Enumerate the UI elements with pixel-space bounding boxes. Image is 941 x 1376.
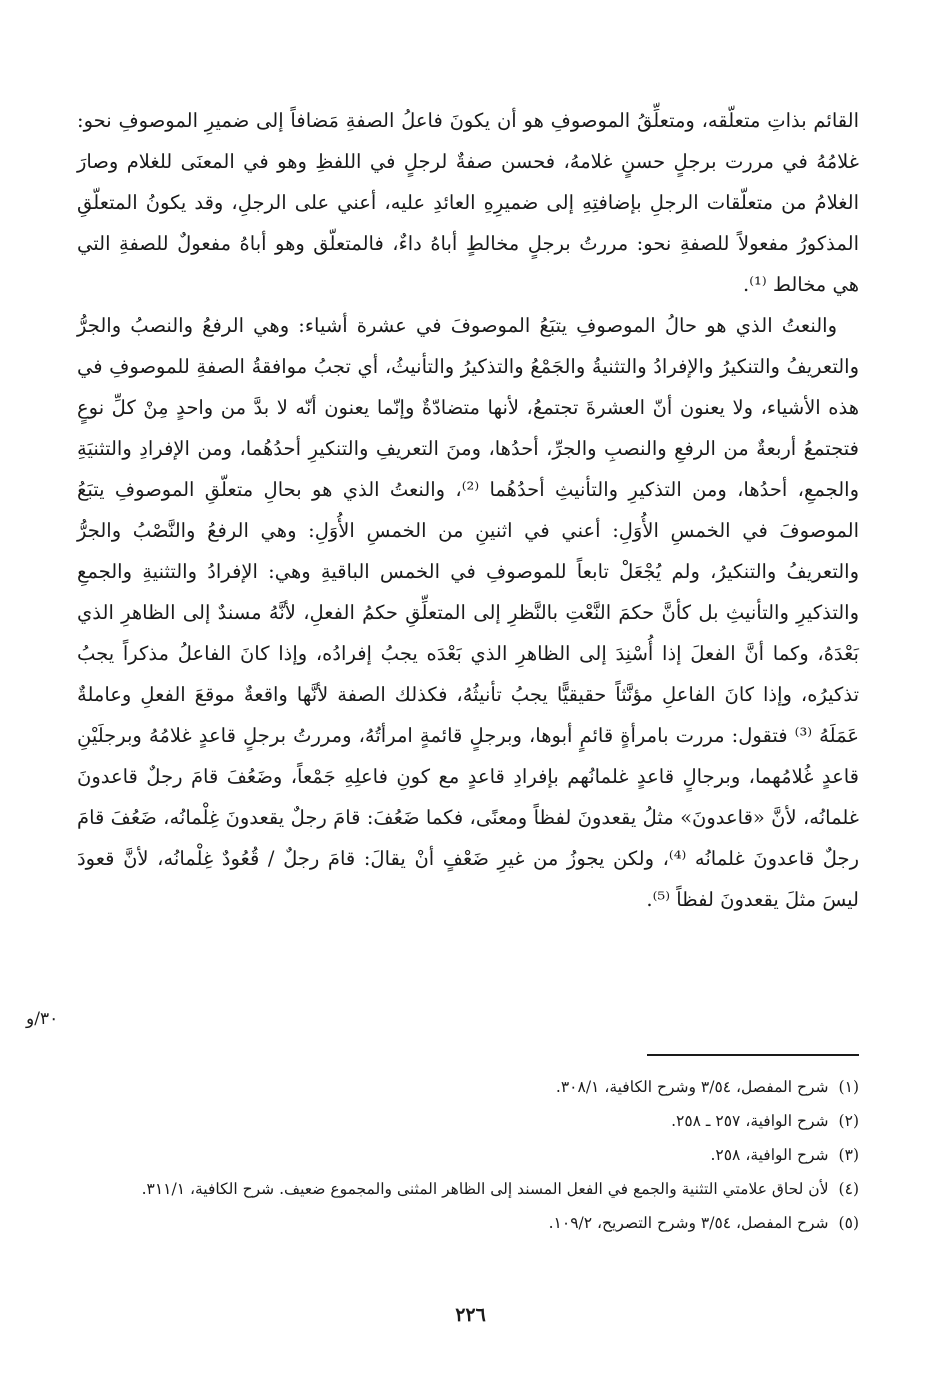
footnote-1 (77, 1070, 859, 1104)
footnote-number: (١) (838, 1078, 859, 1096)
footnote-text: شرح الوافية، ٢٥٨. (710, 1146, 829, 1164)
main-text-block (77, 100, 859, 920)
paragraph-1: القائم بذاتِ متعلّقه، ومتعلِّقُ الموصوفِ هو أن يكونَ فاعلُ الصفةِ مَضافاً إلى ضميرِ الموصوفِ نحو: غلامُهُ في مررت برجلٍ حسنٍ غلامهُ، فحسن صفةٌ لرجلٍ في اللفظِ وهو في المعنَى للغلام وصارَ الغلامُ من متعلّقات الرجلِ بإضافتِهِ إلى ضميرِهِ العائدِ عليه، أعني على الرجلِ، وقد يكونُ المتعلّقِ المذكورُ مفعولاً للصفةِ نحو: مررتُ برجلٍ مخالطٍ أباهُ داءٌ، فالمتعلّق وهو أباهُ مفعولٌ للصفةِ التي هي مخالط ⁽¹⁾. (77, 109, 859, 296)
footnote-number: (٣) (838, 1146, 859, 1164)
footnote-text: لأن لحاق علامتي التثنية والجمع في الفعل المسند إلى الظاهر المثنى والمجموع ضعيف. شرح الكافية، ٣١١/١. (141, 1180, 829, 1198)
footnote-2 (77, 1104, 859, 1138)
footnote-text: شرح المفصل، ٣/٥٤ وشرح التصريح، ١٠٩/٢. (548, 1214, 829, 1232)
footnotes-block (77, 1070, 859, 1240)
footnote-separator (647, 1054, 859, 1056)
footnote-text: شرح الوافية، ٢٥٧ ـ ٢٥٨. (671, 1112, 829, 1130)
page-number: ٢٢٦ (455, 1304, 486, 1326)
paragraph-2: والنعتُ الذي هو حالُ الموصوفِ يتبَعُ الموصوفَ في عشرة أشياء: وهي الرفعُ والنصبُ والجرُّ والتعريفُ والتنكيرُ والإفرادُ والتثنيةُ والجَمْعُ والتذكيرُ والتأنيثُ، أي تجبُ موافقةُ الصفةِ للموصوفِ في هذه الأشياء، ولا يعنون أنّ العشرةَ تجتمعُ، لأنها متضادّةٌ وإنّما يعنون أنّه لا بدَّ من واحدٍ مِنْ كلِّ نوعٍ فتجتمعُ أربعةٌ من الرفعِ والنصبِ والجرِّ، أحدُها، ومنَ التعريفِ والتنكيرِ أحدُهُما، ومن الإفرادِ والتثنيَةِ والجمعِ، أحدُها، ومن التذكيرِ والتأنيثِ أحدُهُما ⁽²⁾، والنعتُ الذي هو بحالِ متعلّقِ الموصوفِ يتبَعُ الموصوفَ في الخمسِ الأُوَلِ: أعني في اثنينِ من الخمسِ الأُوَلِ: وهي الرفعُ والنَّصْبُ والجرُّ والتعريفُ والتنكيرُ، ولم يُجْعَلْ تابعاً للموصوفِ في الخمس الباقيةِ وهي: الإفرادُ والتثنيةِ والجمعِ والتذكيرِ والتأنيثِ بل كأنَّ حكمَ النَّعْتِ بالنَّظرِ إلى المتعلِّقِ حكمُ الفعلِ، لأنَّهُ مسندٌ إلى الظاهرِ الذي بَعْدَهُ، وكما أنَّ الفعلَ إذا أُسْنِدَ إلى الظاهرِ الذي بَعْدَه يجبُ إفرادُه، وإذا كانَ الفاعلُ مذكراً يجبُ تذكيرُه، وإذا كانَ الفاعلِ مؤنَّثاً حقيقيًّا يجبُ تأنيثُهُ، فكذلك الصفة لأنَّها واقعةٌ موقعَ الفعلِ وعاملةٌ عَمَلَهُ ⁽³⁾ فتقول: مررت بامرأةٍ قائمٍ أبوها، وبرجلٍ قائمةٍ امرأتُهُ، ومررتُ برجلٍ قاعدٍ غلامُهُ وبرجلَيْنِ قاعدٍ غُلامُهما، وبرجالٍ قاعدٍ غلمانُهم بإفرادِ قاعدٍ مع كونِ فاعلِهِ جَمْعاً، وضَعُفَ قامَ رجلٌ قاعدونَ غلمانُه، لأنَّ «قاعدونَ» مثلُ يقعدونَ لفظاً ومعنًى، فكما ضَعُفَ: قامَ رجلٌ يقعدونَ غِلْمانُه، ضَعُفَ قامَ رجلٌ قاعدونَ غلمانُه ⁽⁴⁾، ولكن يجوزُ من غيرِ ضَعْفٍ أنْ يقالَ: قامَ رجلٌ / قُعُودٌ غِلْمانُه، لأنَّ قعودَ ليسَ مثلَ يقعدونَ لفظاً ⁽⁵⁾. (77, 314, 859, 911)
footnote-3 (77, 1138, 859, 1172)
footnote-number: (٤) (838, 1180, 859, 1198)
footnote-number: (٢) (838, 1112, 859, 1130)
footnote-4 (77, 1172, 859, 1206)
folio-margin-note: ٣٠/و (26, 1009, 59, 1029)
footnote-5 (77, 1206, 859, 1240)
footnote-number: (٥) (838, 1214, 859, 1232)
footnote-text: شرح المفصل، ٣/٥٤ وشرح الكافية، ٣٠٨/١. (555, 1078, 829, 1096)
